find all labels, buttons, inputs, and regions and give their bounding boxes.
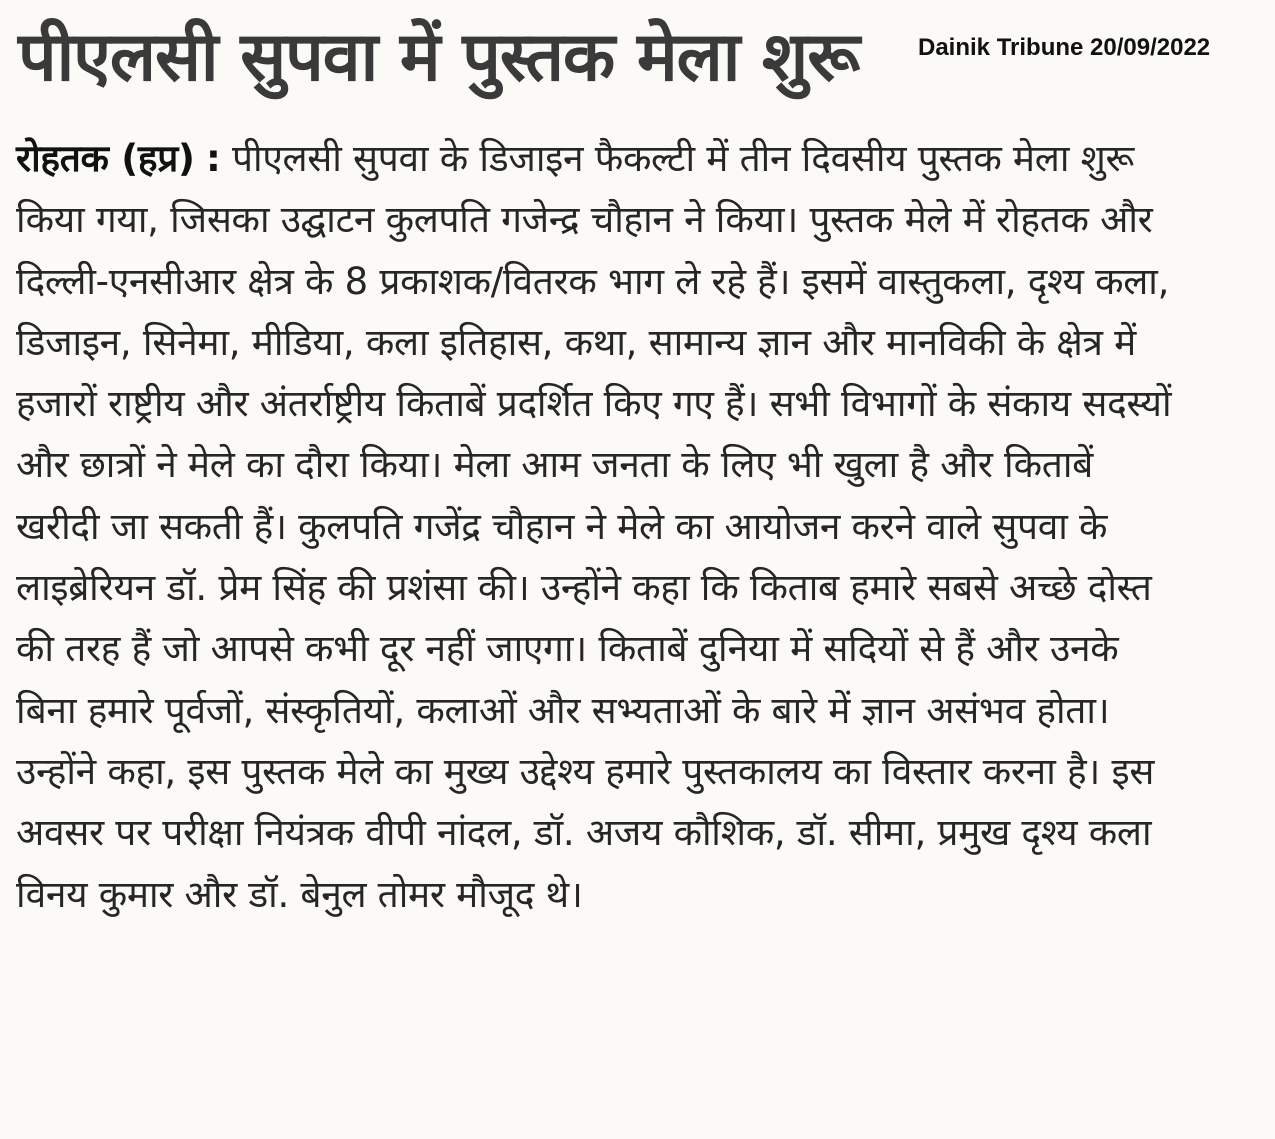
dateline-separator: : [206,137,221,180]
source-label: Dainik Tribune 20/09/2022 [918,34,1211,61]
article-text: पीएलसी सुपवा के डिजाइन फैकल्टी में तीन दिवसीय पुस्तक मेला शुरू किया गया, जिसका उद्घाटन कुलपति गजेन्द्र चौहान ने किया। पुस्तक मेले में रोहतक और दिल्ली-एनसीआर क्षेत्र के 8 प्रकाशक/वितरक भाग ले रहे हैं। इसमें वास्तुकला, दृश्य कला, डिजाइन, सिनेमा, मीडिया, कला इतिहास, कथा, सामान्य ज्ञान और मानविकी के क्षेत्र में हजारों राष्ट्रीय और अंतर्राष्ट्रीय किताबें प्रदर्शित किए गए हैं। सभी विभागों के संकाय सदस्यों और छात्रों ने मेले का दौरा किया। मेला आम जनता के लिए भी खुला है और किताबें खरीदी जा सकती हैं। कुलपति गजेंद्र चौहान ने मेले का आयोजन करने वाले सुपवा के लाइब्रेरियन डॉ. प्रेम सिंह की प्रशंसा की। उन्होंने कहा कि किताब हमारे सबसे अच्छे दोस्त की तरह हैं जो आपसे कभी दूर नहीं जाएगा। किताबें दुनिया में सदियों से हैं और उनके बिना हमारे पूर्वजों, संस्कृतियों, कलाओं और सभ्यताओं के बारे में ज्ञान असंभव होता। उन्होंने कहा, इस पुस्तक मेले का मुख्य उद्देश्य हमारे पुस्तकालय का विस्तार करना है। इस अवसर पर परीक्षा नियंत्रक वीपी नांदल, डॉ. अजय कौशिक, डॉ. सीमा, प्रमुख दृश्य कला विनय कुमार और डॉ. बेनुल तोमर मौजूद थे। [16,137,1172,916]
headline: पीएलसी सुपवा में पुस्तक मेला शुरू [18,18,860,97]
dateline: रोहतक (हप्र) [16,137,195,180]
article-body [16,128,1181,925]
